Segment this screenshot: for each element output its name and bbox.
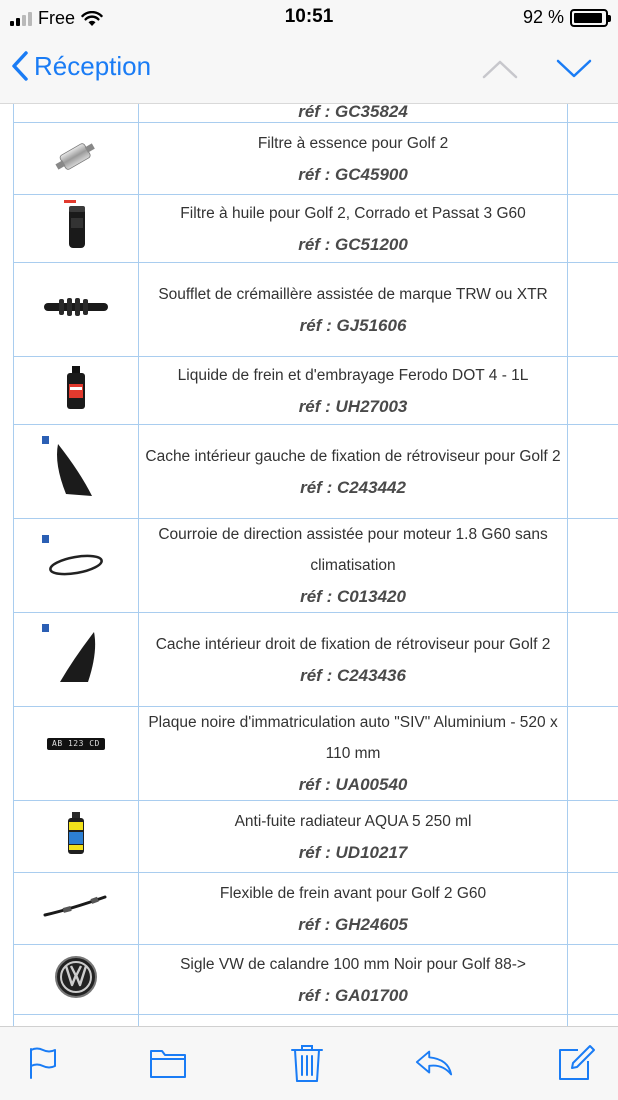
- battery-icon: [570, 9, 608, 27]
- product-name: Filtre à huile pour Golf 2, Corrado et Passat 3 G60: [180, 204, 526, 222]
- fuel-filter-icon: [51, 136, 101, 176]
- bottom-toolbar: [0, 1026, 618, 1100]
- back-button[interactable]: [10, 50, 151, 82]
- product-desc-cell: [138, 707, 567, 801]
- radiator-sealant-icon: [61, 810, 91, 858]
- product-image-cell: [14, 873, 139, 945]
- vw-badge-icon: [53, 954, 99, 1000]
- product-desc-cell: [138, 519, 567, 613]
- table-row: [14, 519, 618, 613]
- product-ref: réf : GC35824: [298, 104, 408, 121]
- product-name: Sigle VW de calandre 100 mm Noir pour Golf 88->: [180, 955, 526, 973]
- product-name: Cache intérieur droit de fixation de rétroviseur pour Golf 2: [155, 635, 551, 653]
- product-image-cell: [14, 945, 139, 1015]
- product-name: Filtre à essence pour Golf 2: [257, 134, 449, 152]
- reply-button[interactable]: [414, 1043, 454, 1083]
- table-row: [14, 104, 618, 123]
- status-right: [523, 7, 608, 28]
- product-name: Anti-fuite radiateur AQUA 5 250 ml: [234, 812, 472, 830]
- product-image-cell: [14, 123, 139, 195]
- table-row: [14, 357, 618, 425]
- folder-icon: [149, 1047, 187, 1079]
- trash-icon: [290, 1043, 324, 1083]
- flag-button[interactable]: [22, 1043, 62, 1083]
- product-image-cell: [14, 613, 139, 707]
- belt-icon: [36, 533, 116, 593]
- chevron-down-icon: [556, 58, 592, 80]
- status-time: 10:51: [284, 6, 334, 27]
- product-image-cell: [14, 425, 139, 519]
- product-desc-cell: [138, 357, 567, 425]
- product-name: Flexible de frein avant pour Golf 2 G60: [219, 884, 487, 902]
- table-row: [14, 1015, 618, 1027]
- rack-boot-icon: [41, 292, 111, 322]
- product-image-cell: [14, 195, 139, 263]
- table-row: [14, 873, 618, 945]
- product-ref: réf : GC45900: [298, 164, 408, 184]
- battery-percent: 92 %: [522, 7, 564, 27]
- compose-button[interactable]: [556, 1043, 596, 1083]
- product-image-cell: [14, 104, 139, 123]
- delete-button[interactable]: [287, 1043, 327, 1083]
- reply-icon: [414, 1047, 454, 1079]
- product-image-cell: [14, 801, 139, 873]
- brake-hose-icon: [41, 891, 111, 921]
- product-image-cell: [14, 357, 139, 425]
- table-row: [14, 945, 618, 1015]
- product-ref: réf : GA01700: [298, 985, 408, 1005]
- product-name: Cache intérieur gauche de fixation de rétroviseur pour Golf 2: [145, 447, 561, 465]
- move-to-folder-button[interactable]: [148, 1043, 188, 1083]
- flag-icon: [26, 1046, 58, 1080]
- product-name: Soufflet de crémaillère assistée de marque TRW ou XTR: [158, 285, 548, 303]
- compose-icon: [556, 1044, 596, 1082]
- product-desc-cell: [138, 425, 567, 519]
- carrier-name: Free: [38, 8, 76, 28]
- product-ref: réf : UA00540: [298, 775, 408, 794]
- product-ref: réf : UD10217: [298, 842, 408, 862]
- product-desc-cell: [138, 945, 567, 1015]
- message-navigation: [476, 54, 598, 84]
- table-row: [14, 195, 618, 263]
- product-desc-cell: [138, 123, 567, 195]
- product-name: Courroie de direction assistée pour moteur 1.8 G60 sans climatisation: [158, 526, 548, 574]
- product-ref: réf : GJ51606: [299, 315, 407, 335]
- nav-bar: [0, 36, 618, 104]
- product-desc-cell: [138, 263, 567, 357]
- product-desc-cell: [138, 873, 567, 945]
- products-table: [13, 104, 618, 1026]
- table-row: [14, 263, 618, 357]
- product-image-cell: [14, 263, 139, 357]
- table-row: [14, 123, 618, 195]
- license-plate-icon: [47, 738, 105, 750]
- previous-message-button[interactable]: [476, 54, 524, 84]
- oil-filter-icon: [56, 198, 96, 254]
- product-desc-cell: [138, 104, 567, 123]
- product-ref: réf : GC51200: [298, 234, 408, 254]
- product-ref: réf : C013420: [300, 587, 406, 606]
- product-ref: réf : GH24605: [298, 914, 408, 934]
- table-row: [14, 613, 618, 707]
- status-bar: [0, 0, 618, 36]
- message-body[interactable]: [0, 104, 618, 1026]
- product-ref: réf : UH27003: [298, 396, 408, 416]
- product-name: Liquide de frein et d'embrayage Ferodo DOT 4 - 1L: [177, 366, 529, 384]
- table-row: [14, 801, 618, 873]
- product-ref: réf : C243442: [300, 477, 406, 497]
- back-button-label: Réception: [34, 50, 152, 81]
- chevron-up-icon: [482, 58, 518, 80]
- product-name: Plaque noire d'immatriculation auto "SIV" Aluminium - 520 x 110 mm: [148, 714, 558, 762]
- table-row: [14, 707, 618, 801]
- product-image-cell: [14, 519, 139, 613]
- mirror-cover-right-icon: [36, 622, 116, 692]
- product-desc-cell: [138, 613, 567, 707]
- chevron-left-icon: [10, 50, 30, 82]
- product-desc-cell: [138, 195, 567, 263]
- plate-text: AB 123 CD: [52, 738, 100, 748]
- product-ref: réf : C243436: [300, 665, 406, 685]
- mirror-cover-left-icon: [36, 434, 116, 504]
- table-row: [14, 425, 618, 519]
- battery-fill: [574, 13, 602, 23]
- product-image-cell: [14, 707, 139, 801]
- product-desc-cell: [138, 801, 567, 873]
- brake-fluid-bottle-icon: [61, 364, 91, 412]
- next-message-button[interactable]: [550, 54, 598, 84]
